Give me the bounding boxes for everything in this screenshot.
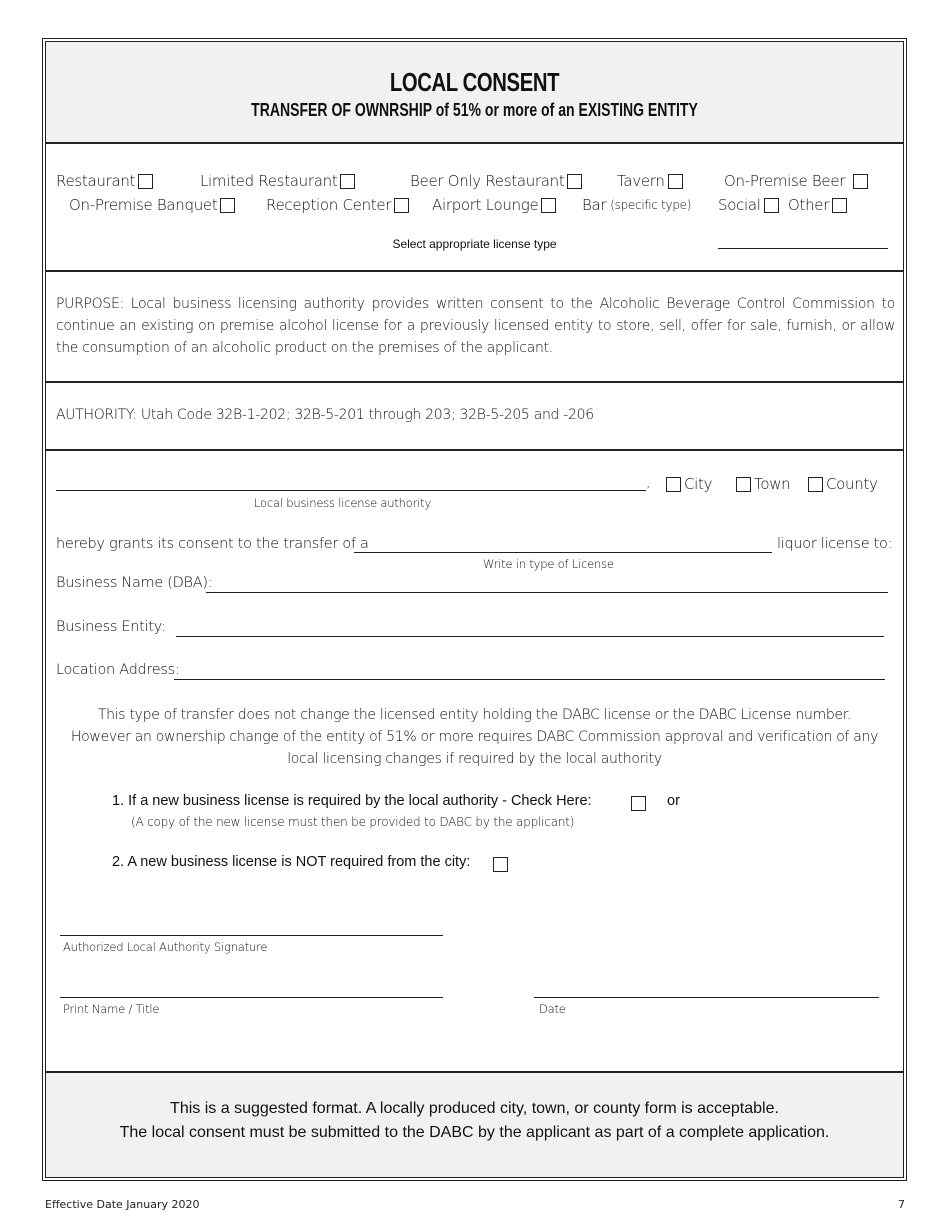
question-1: 1. If a new business license is required by the local authority - Check Here: — [112, 793, 592, 809]
business-name-label: Business Name (DBA): — [56, 575, 213, 591]
license-option-on-premise-beer[interactable] — [724, 172, 868, 190]
business-entity-field[interactable] — [176, 636, 884, 637]
other-checkbox[interactable] — [832, 198, 847, 213]
page-title: LOCAL CONSENT — [389, 67, 560, 97]
license-option-social[interactable] — [718, 196, 779, 214]
print-name-caption: Print Name / Title — [63, 1002, 160, 1016]
town-checkbox[interactable] — [736, 477, 751, 492]
license-option-label: Beer Only Restaurant — [410, 172, 565, 190]
bar-type-note: (specific type) — [610, 198, 692, 212]
page-subtitle: TRANSFER OF OWNRSHIP of 51% or more of an EXISTING ENTITY — [251, 100, 698, 120]
county-checkbox[interactable] — [808, 477, 823, 492]
jurisdiction-label: County — [826, 475, 878, 493]
new-license-not-required-checkbox[interactable] — [493, 857, 508, 872]
on-premise-banquet-checkbox[interactable] — [220, 198, 235, 213]
date-field[interactable] — [534, 997, 879, 998]
comma: , — [646, 475, 651, 491]
license-type-input[interactable] — [354, 552, 772, 553]
license-option-label: On-Premise Beer — [724, 172, 846, 190]
license-option-label: Limited Restaurant — [200, 172, 338, 190]
license-type-caption: Write in type of License — [483, 557, 614, 571]
transfer-notice-line: This type of transfer does not change the licensed entity holding the DABC license or the DABC License number. — [97, 707, 852, 723]
city-checkbox[interactable] — [666, 477, 681, 492]
authority-section — [46, 383, 903, 451]
form-frame — [45, 41, 904, 1178]
license-option-airport-lounge[interactable] — [432, 196, 556, 214]
title-section — [46, 42, 903, 144]
social-checkbox[interactable] — [764, 198, 779, 213]
license-option-label: Tavern — [617, 172, 665, 190]
jurisdiction-city[interactable] — [666, 475, 712, 493]
license-option-tavern[interactable] — [617, 172, 683, 190]
suggested-format-text — [46, 1097, 903, 1145]
license-option-label: Social — [718, 196, 761, 214]
jurisdiction-label: Town — [754, 475, 791, 493]
date-caption: Date — [539, 1002, 566, 1016]
on-premise-beer-checkbox[interactable] — [853, 174, 868, 189]
authority-text: AUTHORITY: Utah Code 32B-1-202; 32B-5-201 through 203; 32B-5-205 and -206 — [56, 407, 594, 423]
license-option-reception-center[interactable] — [266, 196, 409, 214]
license-type-section — [46, 144, 903, 272]
location-address-label: Location Address: — [56, 662, 180, 678]
suggested-format-line: The local consent must be submitted to the DABC by the applicant as part of a complete application. — [119, 1124, 830, 1141]
license-option-label: Other — [788, 196, 830, 214]
license-option-label: Bar — [582, 196, 607, 214]
license-option-beer-only-restaurant[interactable] — [410, 172, 582, 190]
signature-caption: Authorized Local Authority Signature — [63, 940, 268, 954]
page-number: 7 — [898, 1198, 905, 1211]
jurisdiction-county[interactable] — [808, 475, 878, 493]
local-authority-caption: Local business license authority — [254, 496, 432, 510]
signature-field[interactable] — [60, 935, 443, 936]
license-option-limited-restaurant[interactable] — [200, 172, 355, 190]
business-entity-label: Business Entity: — [56, 619, 166, 635]
suggested-format-section — [46, 1073, 903, 1177]
print-name-field[interactable] — [60, 997, 443, 998]
new-license-required-checkbox[interactable] — [631, 796, 646, 811]
license-option-label: On-Premise Banquet — [69, 196, 218, 214]
consent-form-section — [46, 451, 903, 1073]
license-option-restaurant[interactable] — [56, 172, 153, 190]
transfer-notice — [56, 704, 893, 770]
limited-restaurant-checkbox[interactable] — [340, 174, 355, 189]
question-1-or: or — [667, 793, 680, 809]
question-1-note: (A copy of the new license must then be provided to DABC by the applicant) — [131, 815, 575, 829]
business-name-field[interactable] — [206, 592, 888, 593]
location-address-field[interactable] — [174, 679, 885, 680]
question-2: 2. A new business license is NOT required from the city: — [112, 854, 471, 870]
license-type-field[interactable] — [718, 248, 888, 249]
beer-only-restaurant-checkbox[interactable] — [567, 174, 582, 189]
purpose-text: PURPOSE: Local business licensing authority provides written consent to the Alcoholic Beverage Control Commission to continue an existing on premise alcohol license for a previously licensed entity to store, sell, offer for sale, furnish, or allow the consumption of an alcoholic product on the premises of the applicant. — [56, 296, 895, 356]
tavern-checkbox[interactable] — [668, 174, 683, 189]
jurisdiction-town[interactable] — [736, 475, 790, 493]
jurisdiction-label: City — [684, 475, 713, 493]
airport-lounge-checkbox[interactable] — [541, 198, 556, 213]
suggested-format-line: This is a suggested format. A locally produced city, town, or county form is acceptable. — [170, 1100, 779, 1117]
effective-date: Effective Date January 2020 — [45, 1198, 200, 1211]
grant-suffix: liquor license to: — [777, 536, 893, 552]
reception-center-checkbox[interactable] — [394, 198, 409, 213]
restaurant-checkbox[interactable] — [138, 174, 153, 189]
license-option-on-premise-banquet[interactable] — [69, 196, 235, 214]
purpose-section — [46, 272, 903, 383]
license-option-other[interactable] — [788, 196, 847, 214]
license-option-label: Reception Center — [266, 196, 392, 214]
license-option-label: Restaurant — [56, 172, 136, 190]
local-authority-field[interactable] — [56, 490, 646, 491]
select-license-caption: Select appropriate license type — [392, 237, 557, 251]
license-option-label: Airport Lounge — [432, 196, 539, 214]
transfer-notice-line: However an ownership change of the entity of 51% or more requires DABC Commission approval and verification of any local licensing changes if required by the local authority — [70, 729, 879, 767]
grant-prefix: hereby grants its consent to the transfer of a — [56, 536, 369, 552]
license-option-bar[interactable] — [582, 196, 691, 214]
